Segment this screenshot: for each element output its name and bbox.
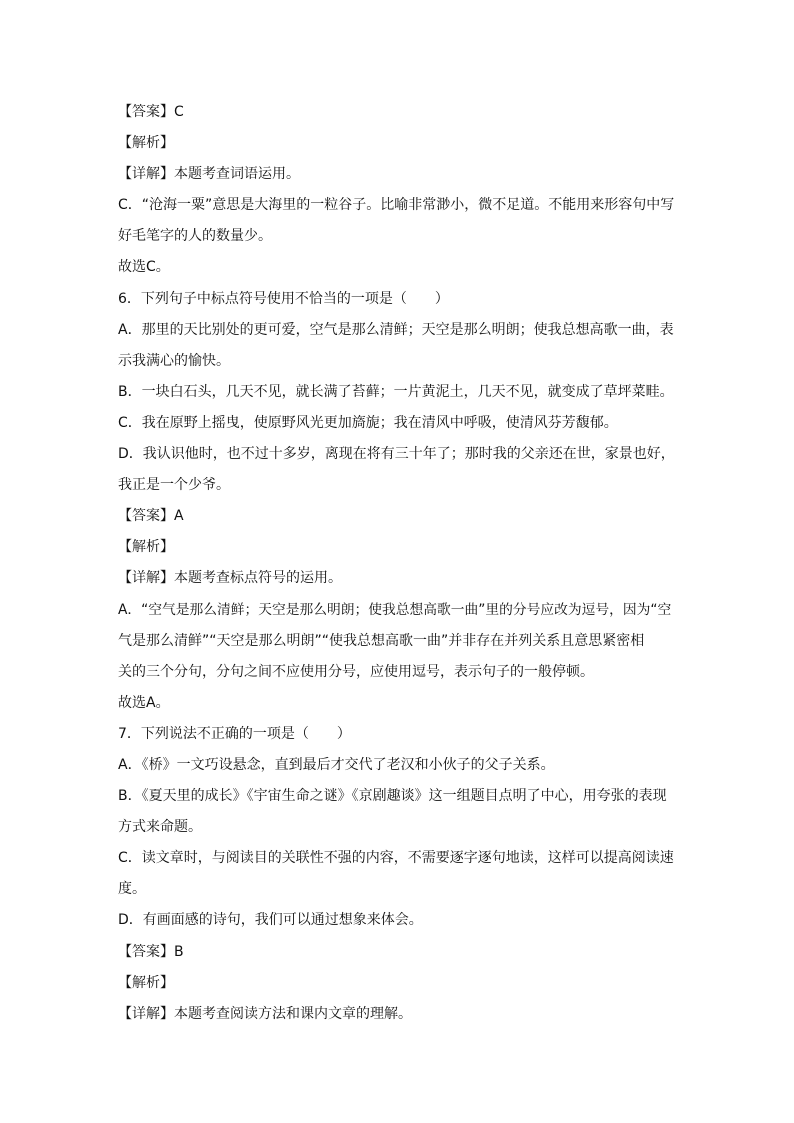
explanation-text-q5: C．“沧海一粟”意思是大海里的一粒谷子。比喻非常渺小，微不足道。不能用来形容句中写 [118,197,675,214]
q7-option-b-cont: 方式来命题。 [118,819,202,836]
q6-option-c: C．我在原野上摇曳，使原野风光更加旖旎；我在清风中呼吸，使清风芬芳馥郁。 [118,414,618,431]
q6-option-a-cont: 示我满心的愉快。 [118,352,230,369]
q7-option-d: D．有画面感的诗句，我们可以通过想象来体会。 [118,912,423,929]
q7-option-c-cont: 度。 [118,881,146,898]
document-body [118,97,678,1030]
explanation-text-q6-cont-2: 关的三个分句，分句之间不应使用分号，应使用逗号，表示句子的一般停顿。 [118,663,594,680]
q7-option-b: B．《夏天里的成长》《宇宙生命之谜》《京剧趣谈》这一组题目点明了中心，用夸张的表现 [118,788,667,805]
analysis-heading-q5: 【解析】 [118,135,174,152]
choice-conclusion-q5: 故选C。 [118,259,170,276]
explanation-text-q5-cont: 好毛笔字的人的数量少。 [118,228,272,245]
q6-option-d: D．我认识他时，也不过十多岁，离现在将有三十年了；那时我的父亲还在世，家景也好， [118,446,675,463]
answer-line-q6: 【答案】A [118,508,184,525]
q6-option-a: A．那里的天比别处的更可爱，空气是那么清鲜；天空是那么明朗；使我总想高歌一曲，表 [118,321,674,338]
analysis-heading-q6: 【解析】 [118,539,174,556]
q6-option-d-cont: 我正是一个少爷。 [118,477,230,494]
answer-line-q5: 【答案】C [118,104,184,120]
answer-line-q7: 【答案】B [118,943,184,960]
detail-line-q5: 【详解】本题考查词语运用。 [118,166,300,183]
q7-option-a: A．《桥》一文巧设悬念，直到最后才交代了老汉和小伙子的父子关系。 [118,756,555,773]
q6-option-b: B．一块白石头，几天不见，就长满了苔藓；一片黄泥土，几天不见，就变成了草坪菜畦。 [118,383,674,400]
analysis-heading-q7: 【解析】 [118,974,174,991]
detail-line-q7: 【详解】本题考查阅读方法和课内文章的理解。 [118,1005,412,1022]
question-6-stem: 6．下列句子中标点符号使用不恰当的一项是（ ） [118,290,449,307]
explanation-text-q6: A．“空气是那么清鲜；天空是那么明朗；使我总想高歌一曲”里的分号应改为逗号，因为“空 [118,601,672,618]
question-7-stem: 7．下列说法不正确的一项是（ ） [118,725,351,742]
q7-option-c: C．读文章时，与阅读目的关联性不强的内容，不需要逐字逐句地读，这样可以提高阅读速 [118,850,674,867]
detail-line-q6: 【详解】本题考查标点符号的运用。 [118,570,342,587]
choice-conclusion-q6: 故选A。 [118,694,170,711]
explanation-text-q6-cont-1: 气是那么清鲜”“天空是那么明朗”“使我总想高歌一曲”并非存在并列关系且意思紧密相 [118,632,645,649]
